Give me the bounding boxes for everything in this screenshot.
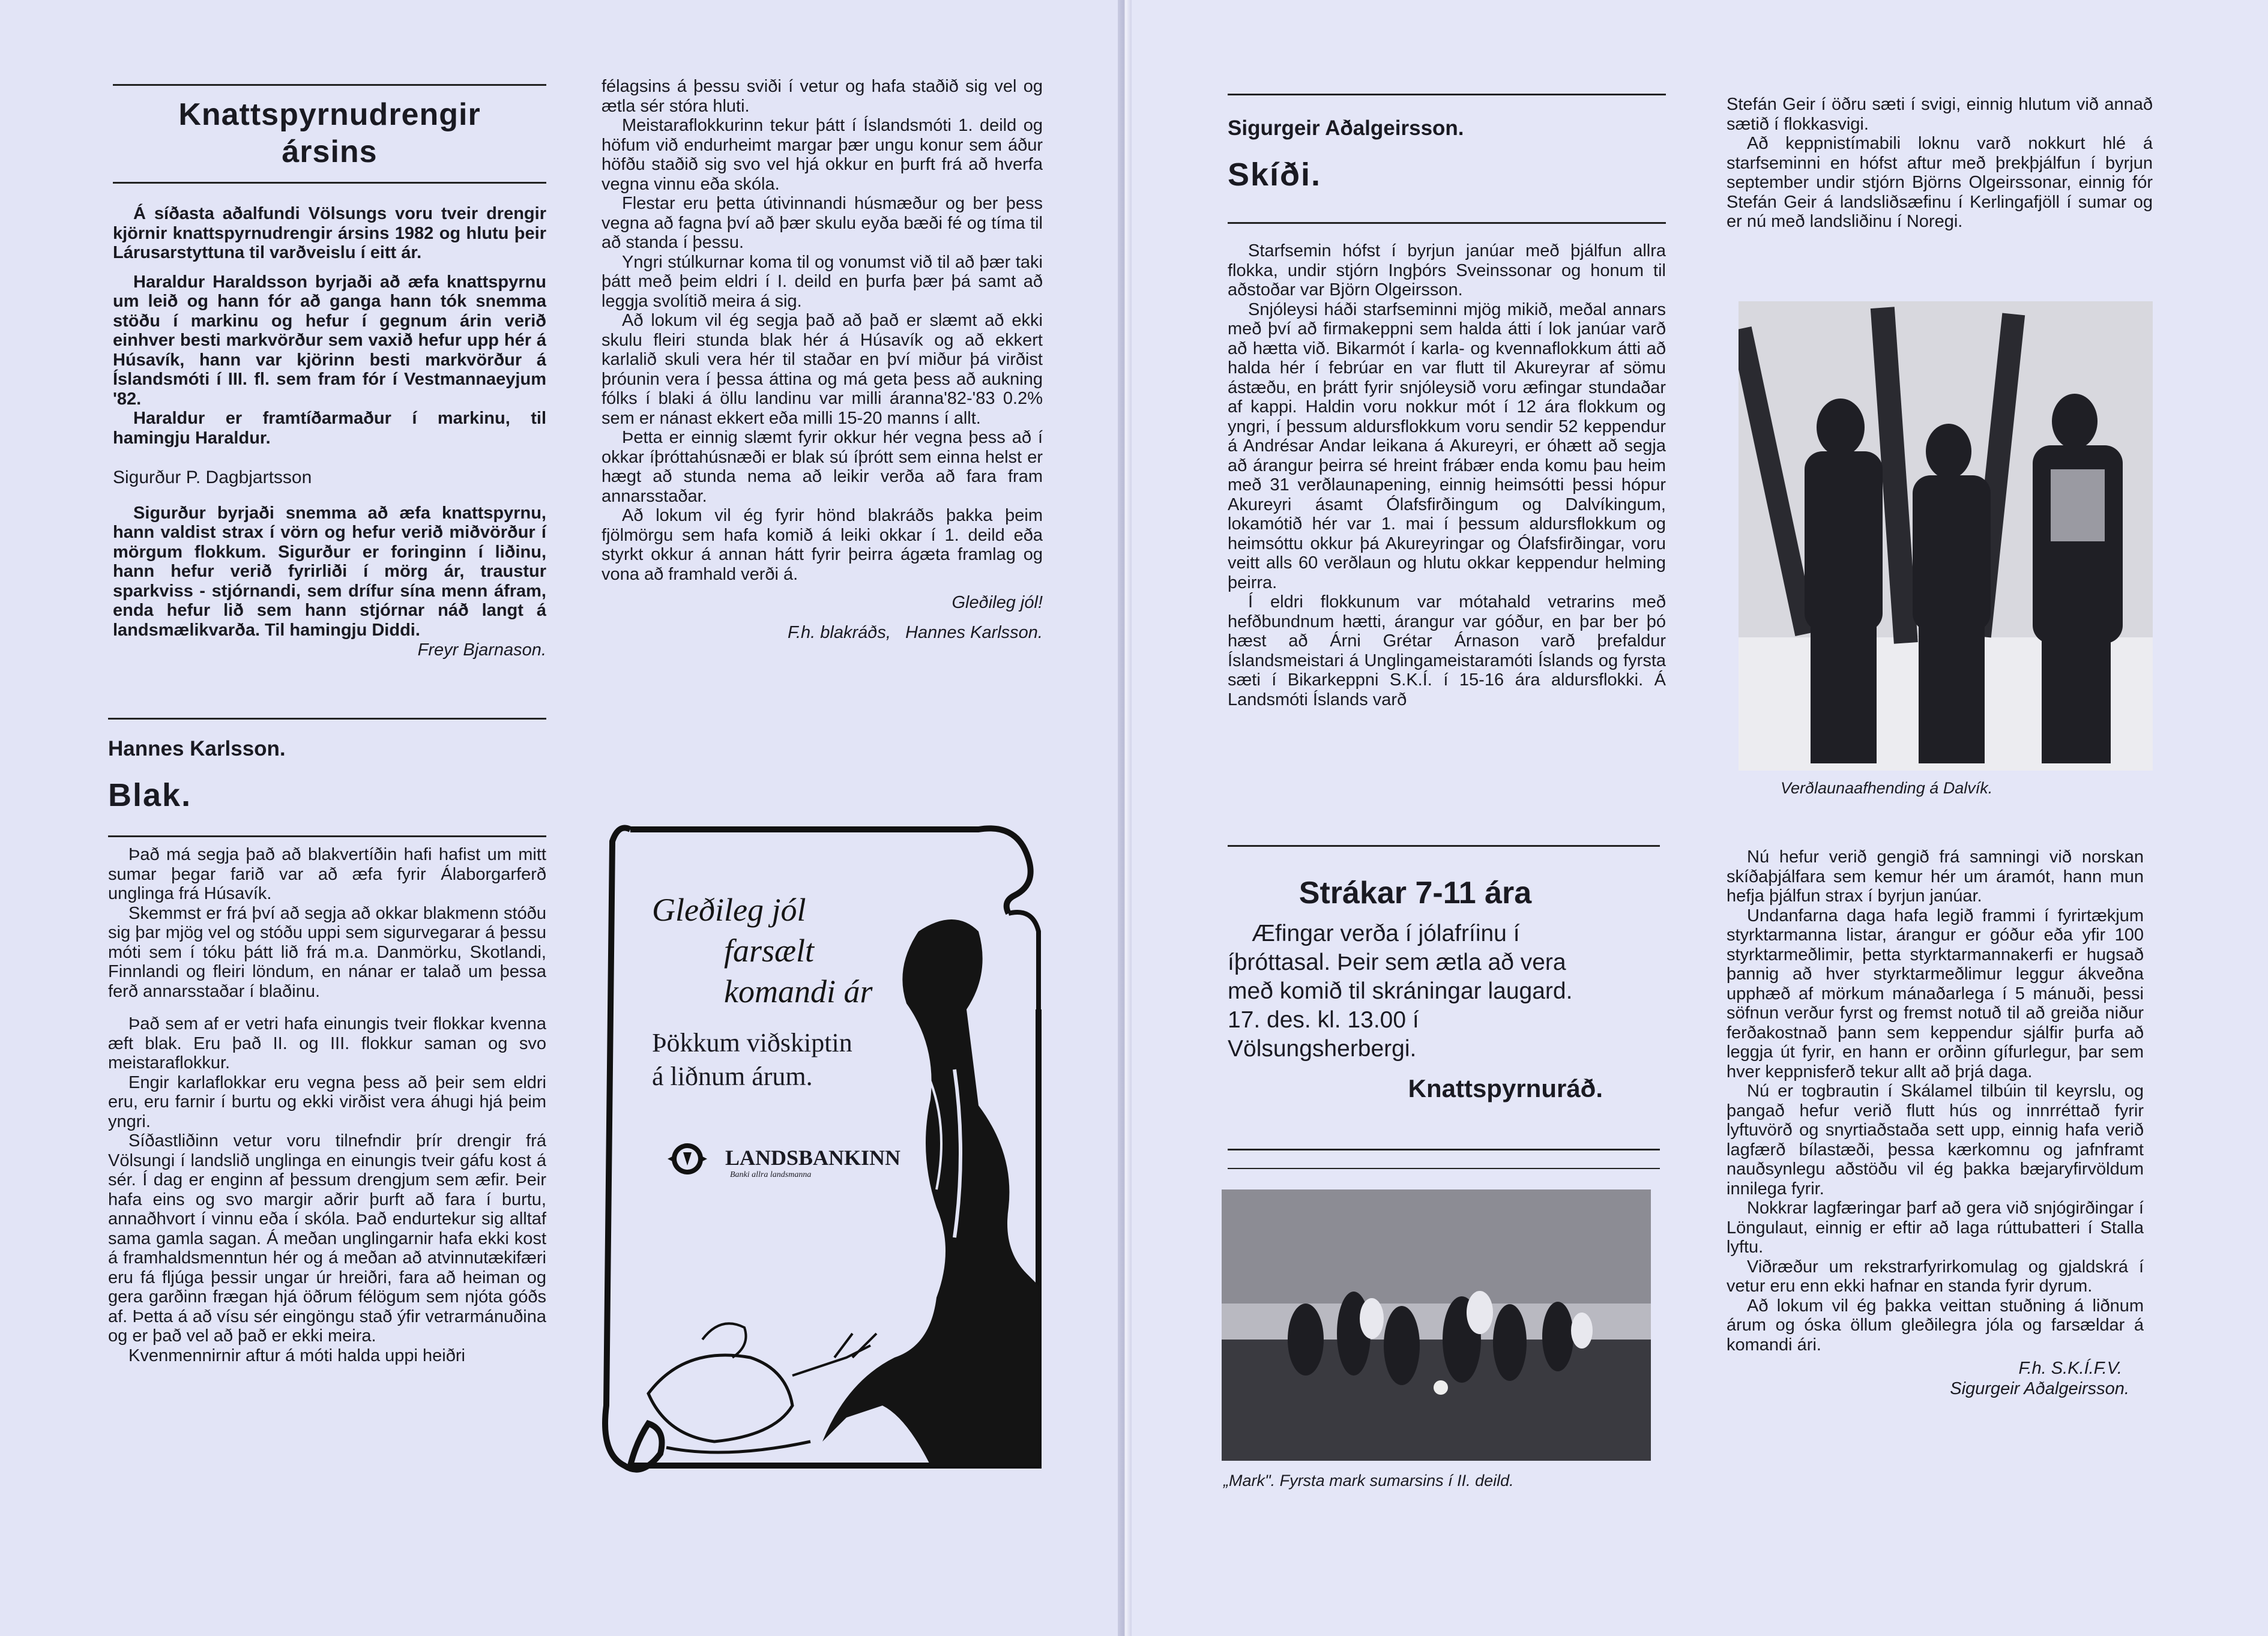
blak-paragraph: Þetta er einnig slæmt fyrir okkur hér vegna þess að í okkar íþróttahúsnæði er blak sú íþrótt sem einna helst er hægt að stunda nema að leikir verða að fara fram annarsstaðar. — [602, 428, 1043, 506]
skidi-paragraph: Nú hefur verið gengið frá samningi við norskan skíðaþjálfara sem kemur hér um áramót, hann mun hefja þjálfun strax í byrjun janúar. — [1727, 847, 2144, 906]
blak-paragraph: Það sem af er vetri hafa einungis tveir flokkar kvenna æft blak. Eru það II. og III. flokkur saman og svo meistaraflokkur. — [108, 1014, 546, 1072]
section-title-blak: Blak. — [108, 777, 192, 813]
paragraph-sigurdur: Sigurður byrjaði snemma að æfa knattspyrnu, hann valdist strax í vörn og hefur verið miðvörður í mörgum flokkum. Sigurður er foringinn í liðinu, hann hefur verið fyrirliði í mörg ár, traustur sparkviss - stjórnandi, sem drífur sína menn áfram, enda hefur lið sem hann stjórnar náð langt á landsmælikvarða. Til hamingju Diddi. — [113, 503, 546, 640]
article-blak-col1 — [108, 845, 546, 1365]
notice-title: Strákar 7-11 ára — [1298, 876, 1532, 910]
divider — [1228, 845, 1660, 847]
article-knattspyrnudrengir-body — [113, 204, 546, 660]
blak-greeting: Gleðileg jól! — [952, 593, 1043, 612]
divider — [108, 835, 546, 837]
divider — [1228, 94, 1666, 95]
article-title-line2: ársins — [282, 134, 378, 169]
article-skidi-header — [1228, 116, 1666, 193]
ad-thanks-line2: á liðnum árum. — [652, 1062, 813, 1091]
article-skidi-col2b — [1727, 847, 2144, 1399]
skidi-paragraph: Viðræður um rekstrarfyrirkomulag og gjaldskrá í vetur eru enn ekki hafnar en standa fyrir dyrum. — [1727, 1257, 2144, 1296]
blak-paragraph: Meistaraflokkurinn tekur þátt í Íslandsmóti 1. deild og höfum við endurheimt margar þær ungu konur sem áður höfðu staðið sig svo vel hjá okkur en þurft frá að hverfa vegna vinnu eða skóla. — [602, 116, 1043, 194]
blak-paragraph: Flestar eru þetta útivinnandi húsmæður og ber þess vegna að fagna því að þær skulu eyða bæði fé og tíma til að standa í þessu. — [602, 194, 1043, 252]
divider — [108, 718, 546, 720]
article-skidi-col1 — [1228, 241, 1666, 709]
divider — [113, 84, 546, 86]
blak-paragraph: Að lokum vil ég fyrir hönd blakráðs þakka þeim fjölmörgu sem hafa komið á leiki okkar í 1. deild eða styrkt okkur á annan hátt fyrir þeirra ágæta framlag og vona að framhald verði á. — [602, 506, 1043, 584]
blak-paragraph: Kvenmennirnir aftur á móti halda uppi heiðri — [128, 1346, 465, 1365]
skidi-paragraph: Starfsemin hófst í byrjun janúar með þjálfun allra flokka, undir stjórn Ingþórs Sveinssonar og honum til aðstoðar var Björn Olgeirsson. — [1228, 241, 1666, 299]
notice-body: Æfingar verða í jólafríinu í íþróttasal. Þeir sem ætla að vera með komið til skráningar laugard. 17. des. kl. 13.00 í Völsungsherbergi. — [1228, 921, 1573, 1062]
article-blak-header — [108, 737, 546, 814]
byline-hannes: Hannes Karlsson. — [108, 737, 286, 760]
skidi-paragraph: Stefán Geir í öðru sæti í svigi, einnig hlutum við annað sætið í flokkasvigi. — [1727, 95, 2153, 134]
ski-photo-caption: Verðlaunaafhending á Dalvík. — [1781, 779, 1993, 797]
divider — [1228, 1149, 1660, 1150]
article-intro: Á síðasta aðalfundi Völsungs voru tveir drengir kjörnir knattspyrnudrengir ársins 1982 og hlutu þeir Lárusarstyttuna til varðveislu í eitt ár. — [113, 204, 546, 262]
blak-paragraph: Engir karlaflokkar eru vegna þess að þeir sem eldri eru, eru farnir í burtu og ekki virðist vera áhugi hjá þeim yngri. — [108, 1072, 546, 1131]
skidi-signature-line2: Sigurgeir Aðalgeirsson. — [1950, 1379, 2129, 1398]
byline-sigurgeir: Sigurgeir Aðalgeirsson. — [1228, 116, 1464, 140]
skidi-paragraph: Snjóleysi háði starfseminni mjög mikið, meðal annars með því að firmakeppni sem halda átti í lok janúar varð að hætta við. Bikarmót í karla- og kvennaflokkum átti að halda hér í febrúar en var flutt til Akureyrar af sömu ástæðu, en þrátt fyrir snjóleysið voru æfingar stundaðar af kappi. Haldin voru nokkur mót í 12 ára flokkum og yngri, í þessum aldursflokkum voru sendir 52 keppendur á Andrésar Andar leikana á Akureyri, er óhætt að segja að árangur þeirra sé hreint frábær enda komu þau heim með 31 verðlaunapening, einnig heimsótti þessi hópur Akureyri ásamt Ólafsfirðingum og Dalvíkingum, lokamótið hér var 1. mai í þessum aldursflokkum og heimsóttu okkur þá Akureyringar og Ólafsfirðingar, voru veitt alls 60 verðlaun og hlutu okkar keppendur helming þeirra. — [1228, 299, 1666, 592]
paragraph-haraldur-2: Haraldur er framtíðarmaður í markinu, til hamingju Haraldur. — [113, 409, 546, 448]
bank-slogan: Banki allra landsmanna — [730, 1170, 812, 1179]
bank-name: LANDSBANKINN — [725, 1146, 901, 1170]
blak-paragraph: Það má segja það að blakvertíðin hafi hafist um mitt sumar þegar farið var að æfa fyrir Álaborgarferð unglinga frá Húsavík. — [108, 845, 546, 903]
notice-strakar — [1228, 875, 1603, 1103]
blak-paragraph: Síðastliðinn vetur voru tilnefndir þrír drengir frá Völsungi í landslið unglinga en einungis tveir gáfu kost á sér. Í dag er enginn af þessum drengjum sem æfir. Þeir hafa eins og svo margir aðrir þurft að fara í burtu, annaðhvort í vinnu eða í skóla. Það endurtekur sig alltaf sama gamla sagan. Á meðan unglingarnir hafa ekki kost á framhaldsmenntun hér og á meðan að atvinnutækifæri eru fá fljúga þessir ungar úr hreiðri, fara að heiman og gera garðinn frægan hjá öðrum félögum sem njóta góðs af. Þetta á að vísu sér eingöngu stað ýfir vetrarmánuðina og er það vel að það er ekki meira. — [108, 1131, 546, 1346]
blak-paragraph: Skemmst er frá því að segja að okkar blakmenn stóðu sig þar mjög vel og stóðu uppi sem sigurvegarar á þessu móti sem í tóku þátt lið frá m.a. Danmörku, Skotlandi, Finnlandi og fleiri löndum, en nánar er talað um þessa ferð annarsstaðar í blaðinu. — [108, 903, 546, 1001]
byline-sigurdur: Sigurður P. Dagbjartsson — [113, 468, 312, 487]
blak-paragraph: Yngri stúlkurnar koma til og vonumst við til að þær taki þátt með þeim eldri í I. deild en þurfa þær þá samt að leggja svolítið meira á sig. — [602, 252, 1043, 311]
divider — [113, 182, 546, 184]
skidi-paragraph: Í eldri flokkunum var mótahald vetrarins með hefðbundnum hætti, árangur var góður, en þar ber þó hæst að Árni Grétar Árnason varð þrefaldur Íslandsmeistari á Unglingameistaramóti Íslands og fyrsta sæti í Bikarkeppni S.K.Í. í 15-16 ára aldursflokki. Á Landsmóti Íslands varð — [1228, 592, 1666, 709]
article-skidi-col2 — [1727, 95, 2153, 232]
skidi-paragraph: Undanfarna daga hafa legið frammi í fyrirtækjum styrktarmanna listar, árangur er góður eða yfir 100 styrktarmeðlimir, þetta styrktarmannakerfi er hugsað þannig að hver styrktarmeðlimur leggur ákveðna upphæð af mörkum mánaðarlega í 5 mánuði, þessi söfnun verður fyrst og fremst notuð til að greiða niður ferðakostnað þann sem keppendur sjálfir þurfa að leggja út fyrir, en hann er orðinn gífurlegur, þar sem hver keppnisferð tekur allt að þrjá daga. — [1727, 906, 2144, 1081]
paragraph-haraldur: Haraldur Haraldsson byrjaði að æfa knattspyrnu um leið og hann fór að ganga hann tók snemma stöðu í markinu og hefur í gegnum árin verið einhver besti markvörður sem vaxið hefur upp hér á Húsavík, hann var kjörinn besti markvörður á Íslandsmóti í III. fl. sem fram fór í Vestmannaeyjum '82. — [113, 272, 546, 409]
skidi-paragraph: Að lokum vil ég þakka veittan stuðning á liðnum árum og óska öllum gleðilegra jóla og farsældar á komandi ári. — [1727, 1296, 2144, 1355]
landsbankinn-logo-icon — [666, 1138, 708, 1180]
article-blak-col2 — [602, 77, 1043, 643]
football-photo — [1222, 1189, 1651, 1461]
book-gutter — [1118, 0, 1132, 1636]
ad-greeting-line3: komandi ár — [724, 973, 873, 1009]
blak-paragraph: Að lokum vil ég segja það að það er slæmt að ekki skulu fleiri stunda blak hér á Húsavík og að ekkert karlalið skuli vera hér til staðar en því miður þá virðist þróunin vera í þessa áttina og má geta þess að aukning fólks í blaki á öllu landinu var milli áranna'82-'83 0.2% sem er nánast ekkert eða milli 15-20 manns í allt. — [602, 311, 1043, 428]
ad-greeting-line1: Gleðileg jól — [652, 892, 806, 928]
signature-freyr: Freyr Bjarnason. — [417, 640, 546, 660]
divider — [1228, 1168, 1660, 1169]
notice-signature: Knattspyrnuráð. — [1408, 1074, 1603, 1102]
ad-thanks-line1: Þökkum viðskiptin — [652, 1028, 852, 1057]
section-title-skidi: Skíði. — [1228, 157, 1322, 193]
football-photo-caption: „Mark". Fyrsta mark sumarsins í II. deild. — [1223, 1472, 1514, 1490]
blak-paragraph: félagsins á þessu sviði í vetur og hafa staðið sig vel og ætla sér stóra hluti. — [602, 77, 1043, 116]
article-title-line1: Knattspyrnudrengir — [178, 97, 481, 132]
skidi-paragraph: Að keppnistímabili loknu varð nokkurt hlé á starfseminni en hófst aftur með þrekþjálfun í byrjun september undir stjórn Björns Olgeirssonar, einnig fór Stefán Geir á landsliðsæfinu í Kerlingafjöll í sumar og er nú með landsliðinu í Noregi. — [1727, 134, 2153, 231]
article-knattspyrnudrengir — [113, 96, 546, 170]
ski-award-photo — [1739, 301, 2153, 771]
skidi-signature-line1: F.h. S.K.Í.F.V. — [2018, 1359, 2122, 1378]
skidi-paragraph: Nú er togbrautin í Skálamel tilbúin til keyrslu, og þangað hefur verið flutt hús og innrréttað fyrir lyftuvörð og snyrtiaðstaða sett upp, einnig hafa verið lagfærð bílastæði, þessa kærkomnu og jafnframt nauðsynlegu aðstöðu vil ég þakka bæjaryfirvöldum innilega fyrir. — [1727, 1081, 2144, 1198]
blak-signature: F.h. blakráðs, Hannes Karlsson. — [787, 623, 1043, 642]
divider — [1228, 222, 1666, 224]
ad-greeting-line2: farsælt — [724, 933, 815, 969]
skidi-paragraph: Nokkrar lagfæringar þarf að gera við snjógirðingar í Löngulaut, einnig er eftir að laga rúttubatteri í Stalla lyftu. — [1727, 1198, 2144, 1257]
landsbankinn-christmas-ad — [594, 817, 1051, 1514]
